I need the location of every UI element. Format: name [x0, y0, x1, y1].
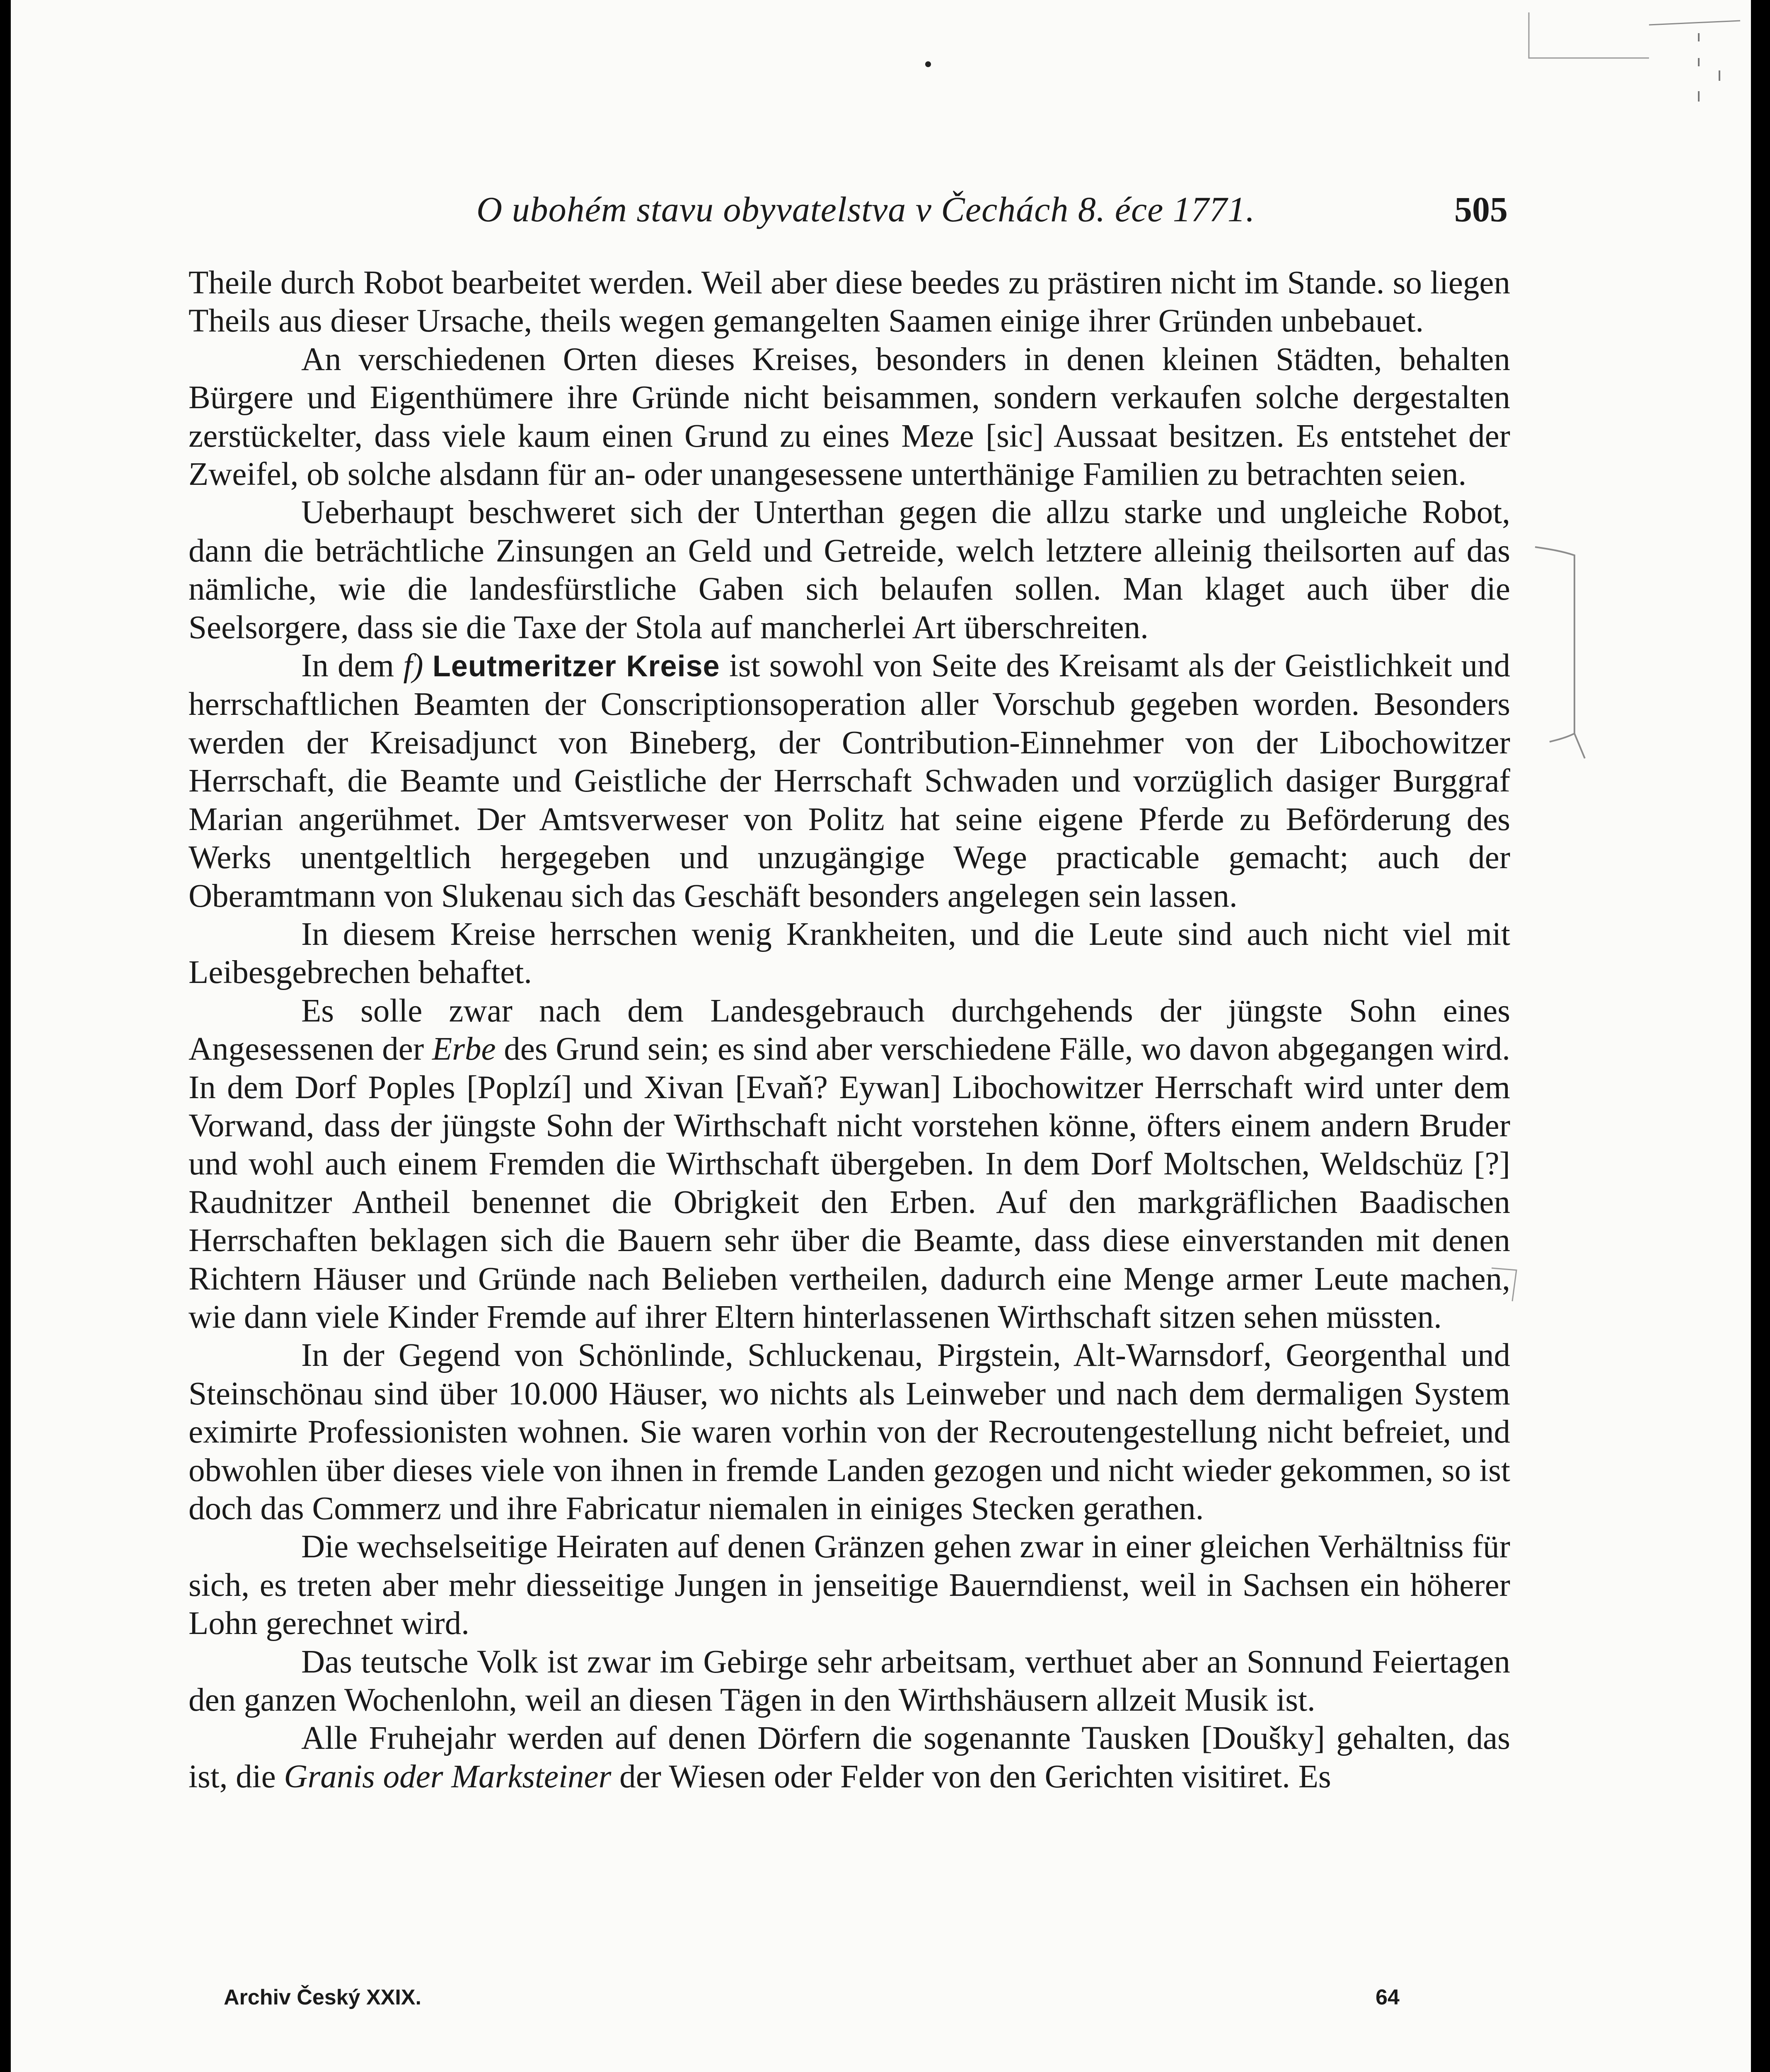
italic-term: Granis oder Marksteiner	[284, 1758, 612, 1795]
paragraph-text: der Wiesen oder Felder von den Gerichten visitiret. Es	[619, 1758, 1331, 1795]
page-number: 505	[1454, 189, 1508, 229]
paragraph: In diesem Kreise herrschen wenig Krankheiten, und die Leute sind auch nicht viel mit Leibesgebrechen behaftet.	[189, 916, 1510, 991]
italic-term: Erbe	[432, 1031, 496, 1067]
paragraph-text: des Grund sein; es sind aber verschiedene Fälle, wo davon abgegangen wird. In dem Dorf Poples [Poplzí] und Xivan [Evaň? Eywan] Libochowitzer Herrschaft wird unter dem Vorwand, dass der jüngste Sohn der Wirthschaft nicht vorstehen könne, öfters einem andern Bruder und wohl auch einem Fremden die Wirthschaft übergeben. In dem Dorf Moltschen, Weldschüz [?] Raudnitzer Antheil benennet die Obrigkeit den Erben. Auf den markgräflichen Baadischen Herrschaften beklagen sich die Bauern sehr über die Beamte, dass diese einverstanden mit denen Richtern Häuser und Gründe nach Belieben vertheilen, dadurch eine Menge armer Leute machen, wie dann viele Kinder Fremde auf ihrer Eltern hinterlassenen Wirthschaft sitzen sehen müssten.	[189, 1031, 1510, 1335]
footnote-marker: f)	[403, 648, 423, 684]
corner-pencil-mark	[1525, 8, 1748, 112]
paragraph: An verschiedenen Orten dieses Kreises, besonders in denen kleinen Städten, behalten Bürgere und Eigenthümere ihre Gründe nicht beisammen, sondern verkaufen solche dergestalten zerstückelter, dass viele kaum einen Grund zu eines Meze [sic] Aussaat besitzen. Es entstehet der Zweifel, ob solche alsdann für an- oder unangesessene unterthänige Familien zu betrachten seien.	[189, 341, 1510, 493]
paragraph: Das teutsche Volk ist zwar im Gebirge sehr arbeitsam, verthuet aber an Sonnund Feiertagen den ganzen Wochenlohn, weil an diesen Tägen in den Wirthshäusern allzeit Musik ist.	[189, 1644, 1510, 1719]
paragraph-text: In dem	[301, 648, 394, 684]
paragraph-text: ist sowohl von Seite des Kreisamt als der Geistlichkeit und herrschaftlichen Beamten der Conscriptionsoperation aller Vorschub gegeben worden. Besonders werden der Kreisadjunct von Bineberg, der Contribution-Einnehmer von der Libochowitzer Herrschaft, die Beamte und Geistliche der Herrschaft Schwaden und vorzüglich dasiger Burggraf Marian angerühmet. Der Amtsverweser von Politz hat seine eigene Pferde zu Beförderung des Werks unentgeltlich hergegeben und unzugängige Wege practicable gemacht; auch der Oberamtmann von Slukenau sich das Geschäft besonders angelegen sein lassen.	[189, 648, 1511, 914]
margin-bracket-mark	[1533, 539, 1587, 762]
ink-speck	[925, 61, 931, 67]
paragraph: Die wechselseitige Heiraten auf denen Gränzen gehen zwar in einer gleichen Verhältniss für sich, es treten aber mehr diesseitige Jungen in jenseitige Bauerndienst, weil in Sachsen ein höherer Lohn gerechnet wird.	[189, 1529, 1510, 1642]
paragraph-text: Es solle zwar nach dem Landesgebrauch durchgehends der jüngste Sohn eines Angesessenen der	[189, 992, 1510, 1067]
paragraph: Theile durch Robot bearbeitet werden. Weil aber diese beedes zu prästiren nicht im Stande. so liegen Theils aus dieser Ursache, theils wegen gemangelten Saamen einige ihrer Gründen unbebauet.	[189, 265, 1510, 339]
footer-signature: Archiv Český XXIX.	[224, 1985, 421, 2009]
scan-border-right	[1751, 0, 1770, 2072]
paragraph: Ueberhaupt beschweret sich der Unterthan gegen die allzu starke und ungleiche Robot, dann die beträchtliche Zinsungen an Geld und Getreide, welch letztere alleinig theilsorten auf das nämliche, wie die landesfürstliche Gaben sich belaufen sollen. Man klaget auch über die Seelsorgere, dass sie die Taxe der Stola auf mancherlei Art überschreiten.	[189, 494, 1510, 646]
footer-sheet-number: 64	[1376, 1985, 1400, 2009]
running-title: O ubohém stavu obyvatelstva v Čechách 8. éce 1771.	[476, 189, 1255, 229]
paragraph: In der Gegend von Schönlinde, Schluckenau, Pirgstein, Alt-Warnsdorf, Georgenthal und Steinschönau sind über 10.000 Häuser, wo nichts als Leinweber und nach dem dermaligen System eximirte Professionisten wohnen. Sie waren vorhin von der Recroutengestellung nicht befreiet, und obwohlen über dieses viele von ihnen in fremde Landen gezogen und nicht wieder gekommen, so ist doch das Commerz und ihre Fabricatur niemalen in einiges Stecken gerathen.	[189, 1337, 1510, 1527]
paragraph	[189, 1719, 1510, 1796]
scan-border-left	[0, 0, 11, 2072]
paragraph	[189, 647, 1510, 915]
body-text	[189, 264, 1510, 1796]
paragraph	[189, 992, 1510, 1337]
paragraph-text: Alle Fruhejahr werden auf denen Dörfern die sogenannte Tausken [Doušky] gehalten, das ist, die	[189, 1720, 1510, 1795]
section-heading-kreis: Leutmeritzer Kreise	[432, 650, 720, 683]
